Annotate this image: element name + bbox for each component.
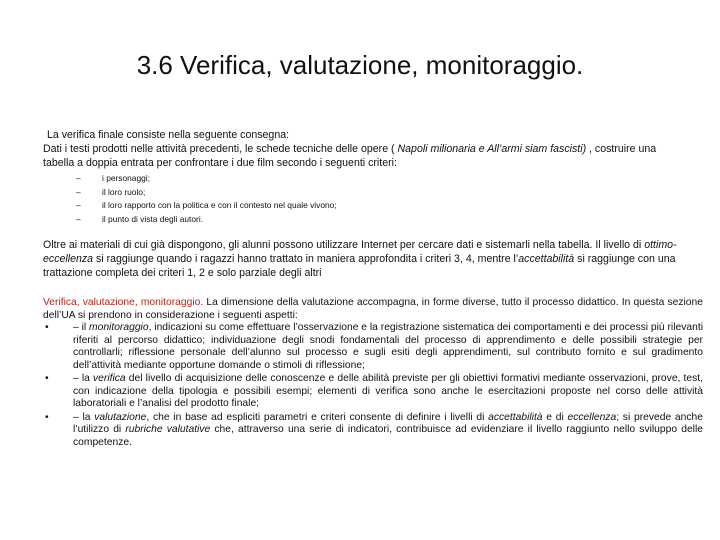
aspect-monitoring <box>73 322 703 372</box>
list-item <box>76 186 476 200</box>
aspect-prefix: – la <box>73 411 95 423</box>
aspect-text: e di <box>542 411 568 423</box>
materials-text-end: si raggiunge con una trattazione completa dei criteri 1, 2 e solo parziale degli altri <box>43 252 676 279</box>
excellence-term: ottimo-eccellenza <box>43 239 677 265</box>
criteria-list <box>76 172 476 226</box>
dash-marker: – <box>76 200 81 211</box>
list-item <box>43 322 703 372</box>
bullet-marker: • <box>45 411 49 423</box>
list-item <box>76 172 476 186</box>
intro-assignment <box>43 142 683 170</box>
list-item <box>76 213 476 227</box>
aspect-text: ; si prevede anche l’utilizzo di <box>73 411 703 435</box>
criterion-text: il punto di vista degli autori. <box>102 213 204 224</box>
acceptability-term: accettabilità <box>488 411 543 423</box>
evaluation-section <box>43 297 703 449</box>
list-item <box>43 373 703 411</box>
criterion-text: il loro rapporto con la politica e con il contesto nel quale vivono; <box>102 200 337 211</box>
materials-paragraph <box>43 239 688 280</box>
rubrics-term: rubriche valutative <box>125 424 211 435</box>
section-lead: La dimensione della valutazione accompagna, in forme diverse, tutto il processo didattico. In questa sezione dell’UA si prendono in considerazione i seguenti aspetti: <box>43 297 703 321</box>
materials-text: Oltre ai materiali di cui già dispongono, gli alunni possono utilizzare Internet per cercare dati e sistemarli nella tabella. Il livello di <box>43 239 645 251</box>
excellence-term: eccellenza <box>567 411 617 423</box>
aspect-text: che, attraverso una serie di indicatori, contribuisce ad evidenziare il livello raggiunto nello sviluppo delle competenze. <box>73 424 703 448</box>
aspect-text: del livello di acquisizione delle conoscenze e delle abilità previste per gli obiettivi formativi mediante osservazioni, prove, test, con indicazione della tipologia e possibili esempi; elementi di verifica sono anche le esercitazioni proposte nel corso delle attività laboratoriali e l’analisi del prodotto finale; <box>73 373 703 409</box>
bullet-marker: • <box>45 373 49 384</box>
dash-marker: – <box>76 186 81 197</box>
materials-text-mid: si raggiunge quando i ragazzi hanno trattato in maniera approfondita i criteri 3, 4, mentre l’ <box>93 252 519 265</box>
aspect-prefix: – il <box>73 322 90 333</box>
section-intro <box>43 297 703 322</box>
assignment-text: Dati i testi prodotti nelle attività precedenti, le schede tecniche delle opere ( <box>43 143 398 155</box>
aspect-verification <box>73 373 703 411</box>
aspect-prefix: – la <box>73 373 94 384</box>
aspect-evaluation <box>73 412 703 450</box>
aspects-list <box>43 322 703 449</box>
dash-marker: – <box>76 213 81 224</box>
acceptability-term: accettabilità <box>518 252 575 265</box>
assignment-text-end: , costruire una tabella a doppia entrata per confrontare i due film secondo i seguenti criteri: <box>43 143 657 169</box>
criterion-text: il loro ruolo; <box>102 186 146 197</box>
aspect-term: monitoraggio <box>89 322 149 333</box>
intro-line: La verifica finale consiste nella seguente consegna: <box>47 129 290 141</box>
section-heading: Verifica, valutazione, monitoraggio. <box>43 297 204 308</box>
intro-block <box>43 128 683 170</box>
aspect-term: verifica <box>93 373 126 384</box>
dash-marker: – <box>76 173 81 183</box>
list-item <box>76 199 476 213</box>
bullet-marker: • <box>45 322 49 333</box>
criterion-text: i personaggi; <box>102 173 150 183</box>
film-titles: Napoli milionaria e All’armi siam fascisti) <box>397 143 587 155</box>
aspect-term: valutazione <box>94 411 147 423</box>
aspect-text: , che in base ad espliciti parametri e criteri consente di definire i livelli di <box>146 411 489 423</box>
aspect-text: , indicazioni su come effettuare l’osservazione e la registrazione sistematica dei comportamenti e dei processi più rilevanti riferiti al percorso didattico; individuazione degli snodi fondamentali del processo di apprendimento e delle possibili strategie per controllarli; riflessione personale dell’alunno sul processo e sugli esiti degli apprendimenti, sul contributo fornito e sul gradimento dell’attività mediante opportune domande o stimoli di riflessione; <box>73 322 703 371</box>
list-item <box>43 412 703 450</box>
slide-title: 3.6 Verifica, valutazione, monitoraggio. <box>136 50 584 80</box>
